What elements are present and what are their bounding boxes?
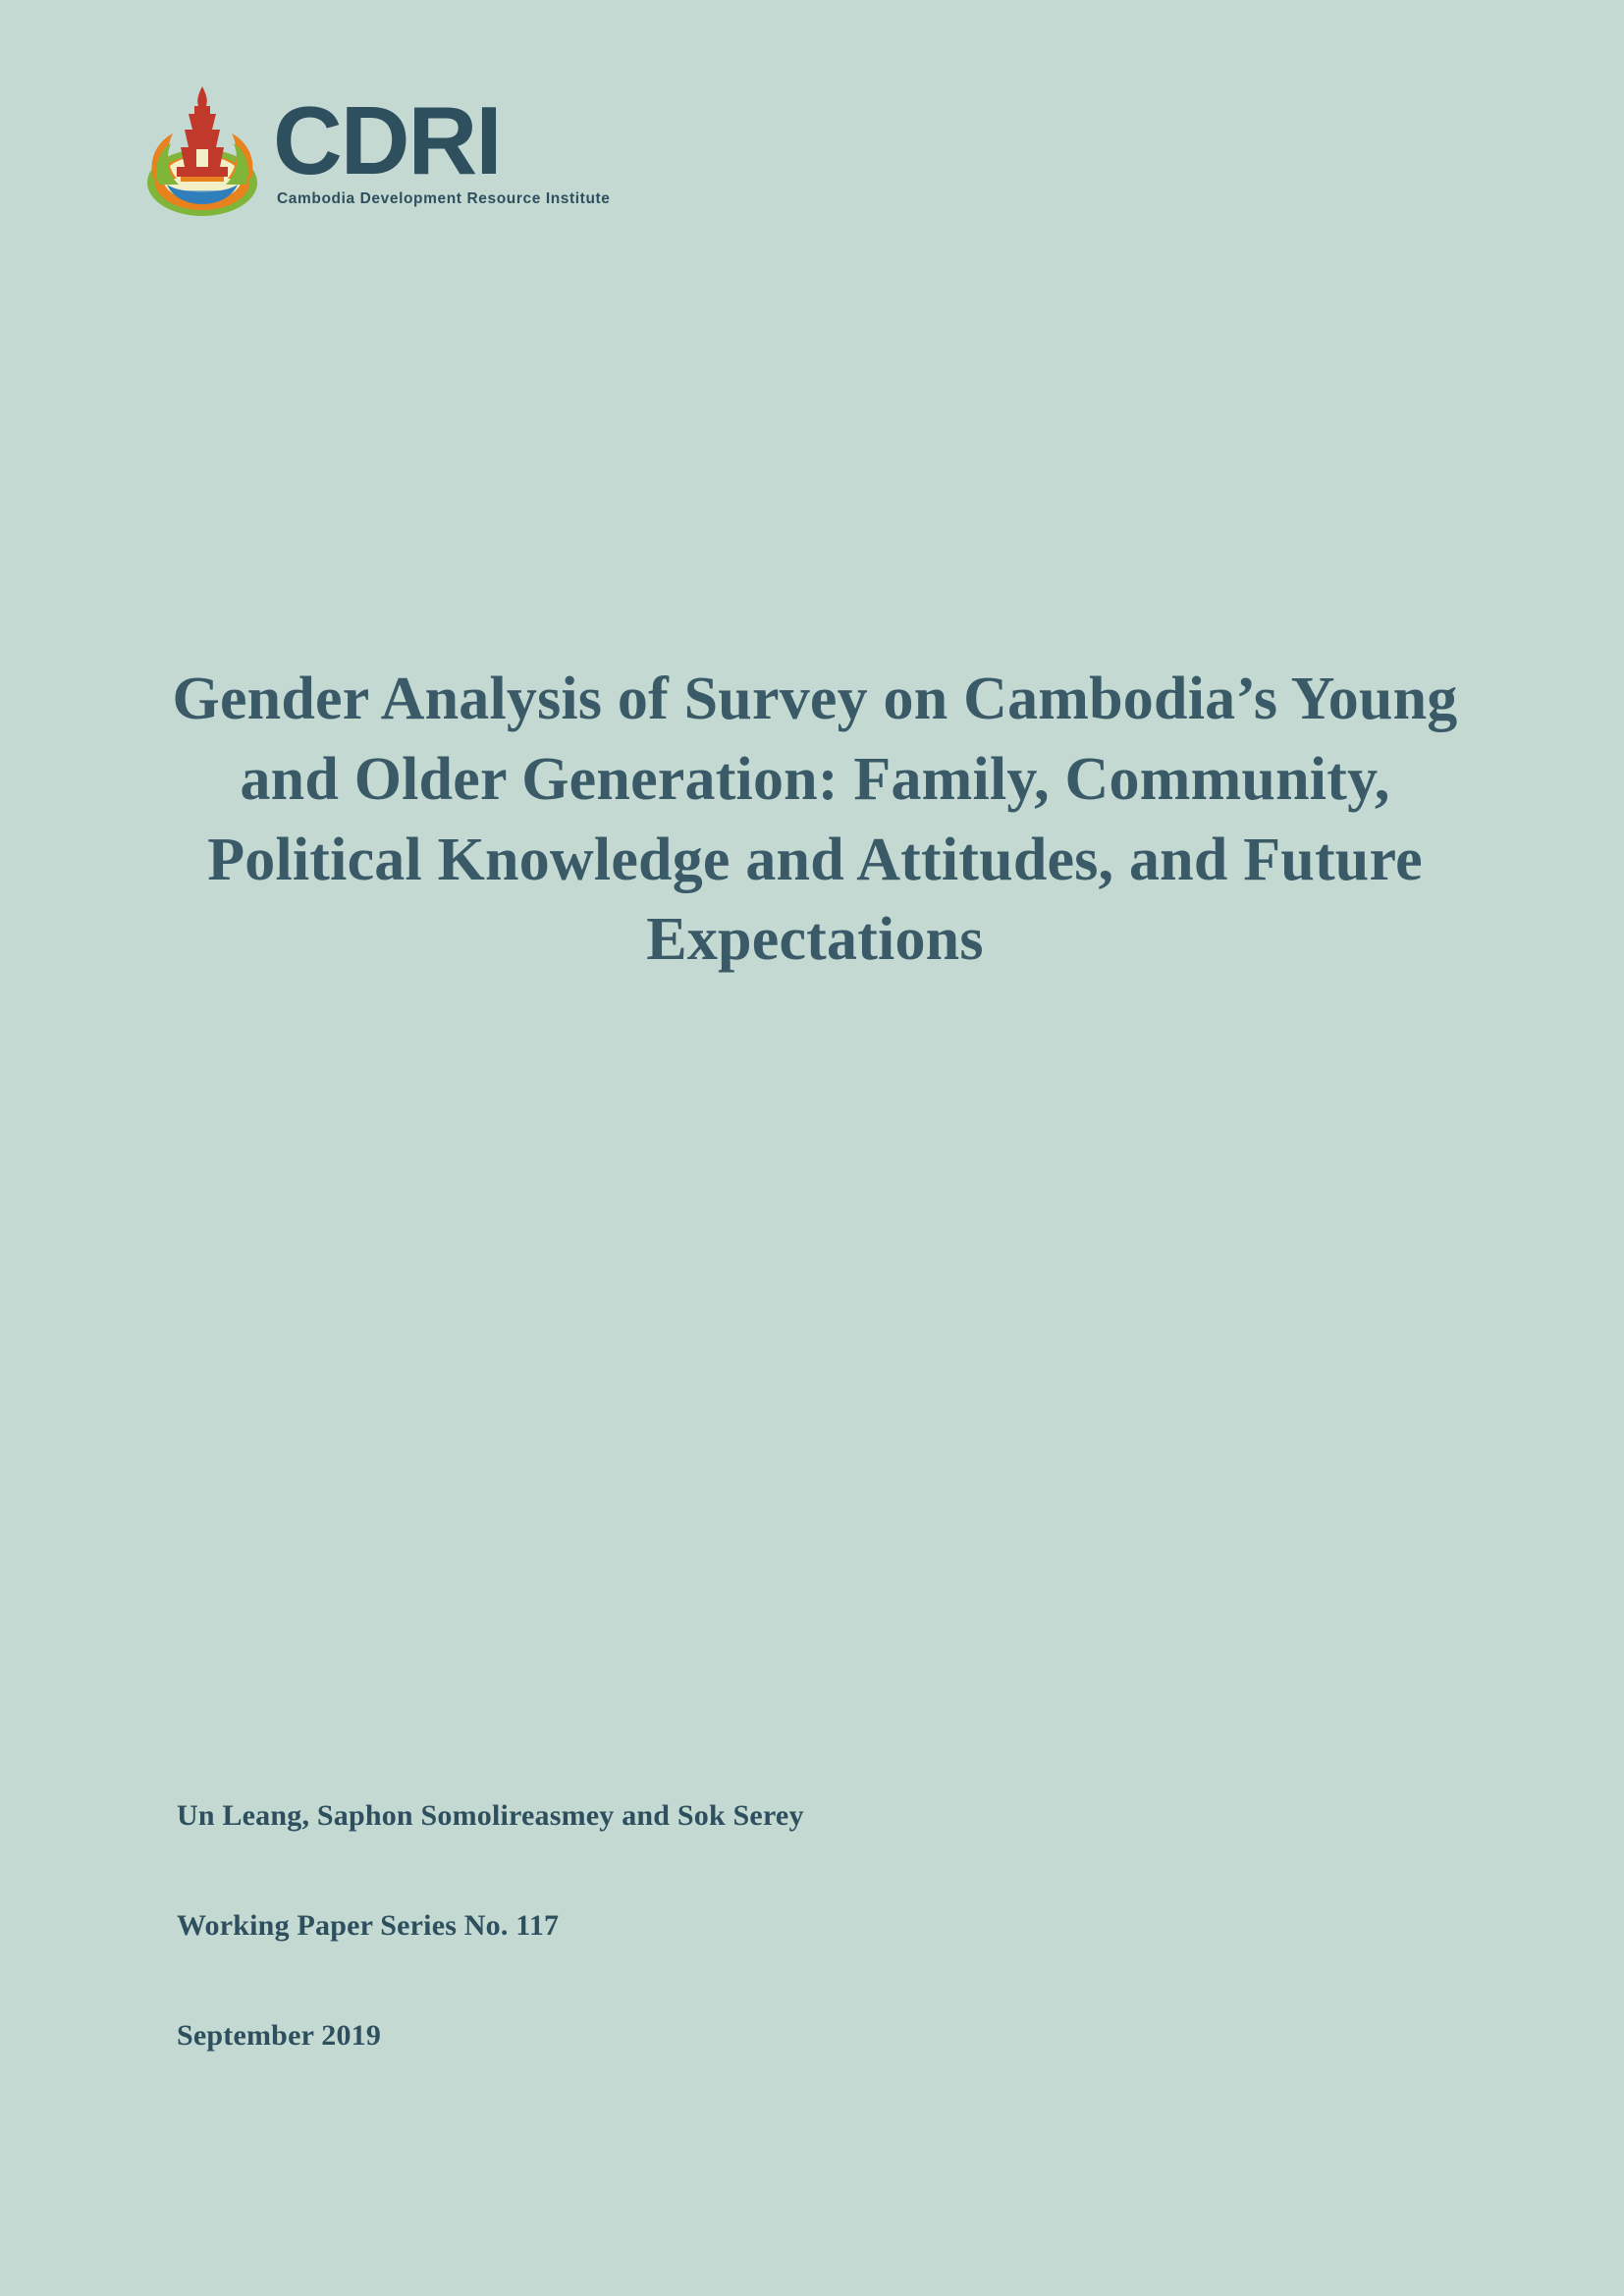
logo — [137, 77, 611, 224]
logo-subtitle: Cambodia Development Resource Institute — [277, 190, 611, 208]
series-number: Working Paper Series No. 117 — [177, 1909, 560, 1942]
cdri-temple-emblem-icon — [137, 77, 267, 224]
page-title: Gender Analysis of Survey on Cambodia’s Young and Older Generation: Family, Community, Political Knowledge and Attitudes, and Future Expectations — [172, 666, 1458, 974]
logo-wordmark: CDRI — [273, 86, 501, 194]
authors: Un Leang, Saphon Somolireasmey and Sok Serey — [177, 1799, 804, 1832]
cover-metadata — [177, 1799, 1355, 2053]
logo-text — [273, 77, 611, 208]
publication-date: September 2019 — [177, 2019, 382, 2052]
